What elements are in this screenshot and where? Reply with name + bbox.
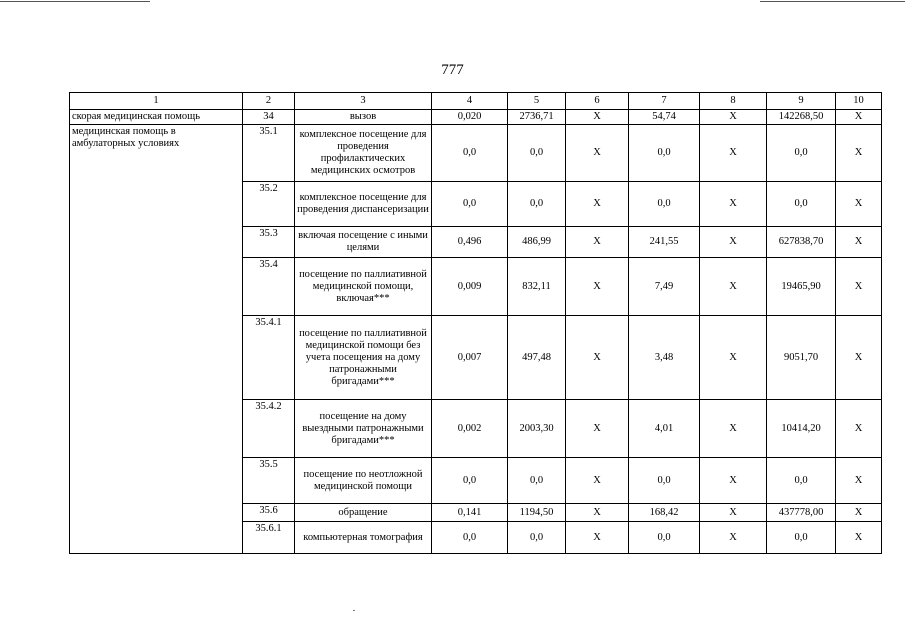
value-cell-7: 4,01	[629, 400, 700, 458]
value-cell-4: 0,020	[432, 110, 508, 125]
value-cell-4: 0,141	[432, 504, 508, 522]
value-cell-10: X	[836, 458, 882, 504]
unit-cell: комплексное посещение для проведения диспансеризации	[295, 182, 432, 227]
unit-cell: включая посещение с иными целями	[295, 227, 432, 258]
value-cell-6: X	[566, 316, 629, 400]
header-cell: 8	[700, 93, 767, 110]
value-cell-9: 0,0	[767, 522, 836, 554]
page-number: 777	[441, 62, 464, 78]
value-cell-4: 0,0	[432, 182, 508, 227]
value-cell-8: X	[700, 227, 767, 258]
scan-edge-line-left	[0, 1, 150, 2]
value-cell-4: 0,0	[432, 458, 508, 504]
value-cell-8: X	[700, 182, 767, 227]
header-cell: 9	[767, 93, 836, 110]
value-cell-4: 0,009	[432, 258, 508, 316]
value-cell-5: 486,99	[508, 227, 566, 258]
value-cell-9: 627838,70	[767, 227, 836, 258]
table-row	[70, 110, 882, 125]
value-cell-10: X	[836, 400, 882, 458]
header-cell: 10	[836, 93, 882, 110]
value-cell-4: 0,007	[432, 316, 508, 400]
value-cell-5: 2736,71	[508, 110, 566, 125]
value-cell-4: 0,0	[432, 522, 508, 554]
value-cell-9: 0,0	[767, 182, 836, 227]
header-cell: 5	[508, 93, 566, 110]
value-cell-7: 54,74	[629, 110, 700, 125]
value-cell-10: X	[836, 522, 882, 554]
value-cell-8: X	[700, 504, 767, 522]
value-cell-7: 241,55	[629, 227, 700, 258]
value-cell-5: 1194,50	[508, 504, 566, 522]
row-code-cell: 35.4	[243, 258, 295, 316]
header-cell: 1	[70, 93, 243, 110]
row-code-cell: 34	[243, 110, 295, 125]
value-cell-9: 10414,20	[767, 400, 836, 458]
header-cell: 4	[432, 93, 508, 110]
value-cell-8: X	[700, 400, 767, 458]
value-cell-5: 497,48	[508, 316, 566, 400]
value-cell-5: 0,0	[508, 458, 566, 504]
value-cell-8: X	[700, 125, 767, 182]
value-cell-4: 0,0	[432, 125, 508, 182]
scan-speck	[353, 610, 355, 611]
row-code-cell: 35.2	[243, 182, 295, 227]
value-cell-7: 0,0	[629, 458, 700, 504]
value-cell-8: X	[700, 110, 767, 125]
value-cell-10: X	[836, 110, 882, 125]
value-cell-9: 437778,00	[767, 504, 836, 522]
value-cell-6: X	[566, 227, 629, 258]
value-cell-9: 19465,90	[767, 258, 836, 316]
value-cell-10: X	[836, 258, 882, 316]
value-cell-6: X	[566, 125, 629, 182]
value-cell-7: 0,0	[629, 125, 700, 182]
value-cell-7: 168,42	[629, 504, 700, 522]
row-code-cell: 35.6.1	[243, 522, 295, 554]
value-cell-8: X	[700, 258, 767, 316]
table-row	[70, 125, 882, 182]
value-cell-6: X	[566, 504, 629, 522]
unit-cell: обращение	[295, 504, 432, 522]
care-type-cell: медицинская помощь в амбулаторных условиях	[70, 125, 243, 554]
unit-cell: посещение по неотложной медицинской помощи	[295, 458, 432, 504]
header-cell: 7	[629, 93, 700, 110]
value-cell-6: X	[566, 258, 629, 316]
unit-cell: вызов	[295, 110, 432, 125]
value-cell-6: X	[566, 522, 629, 554]
row-code-cell: 35.1	[243, 125, 295, 182]
unit-cell: посещение по паллиативной медицинской помощи без учета посещения на дому патронажными бригадами***	[295, 316, 432, 400]
value-cell-6: X	[566, 400, 629, 458]
value-cell-7: 0,0	[629, 522, 700, 554]
value-cell-5: 0,0	[508, 182, 566, 227]
row-code-cell: 35.6	[243, 504, 295, 522]
scan-edge-line-right	[760, 1, 905, 2]
value-cell-10: X	[836, 182, 882, 227]
value-cell-8: X	[700, 316, 767, 400]
header-cell: 3	[295, 93, 432, 110]
value-cell-9: 142268,50	[767, 110, 836, 125]
value-cell-8: X	[700, 522, 767, 554]
value-cell-10: X	[836, 316, 882, 400]
header-cell: 2	[243, 93, 295, 110]
value-cell-9: 9051,70	[767, 316, 836, 400]
value-cell-6: X	[566, 110, 629, 125]
row-code-cell: 35.4.1	[243, 316, 295, 400]
value-cell-8: X	[700, 458, 767, 504]
value-cell-4: 0,002	[432, 400, 508, 458]
value-cell-6: X	[566, 458, 629, 504]
value-cell-5: 2003,30	[508, 400, 566, 458]
unit-cell: посещение на дому выездными патронажными бригадами***	[295, 400, 432, 458]
tariff-table	[69, 92, 882, 554]
value-cell-10: X	[836, 504, 882, 522]
value-cell-4: 0,496	[432, 227, 508, 258]
value-cell-7: 0,0	[629, 182, 700, 227]
value-cell-5: 0,0	[508, 125, 566, 182]
value-cell-6: X	[566, 182, 629, 227]
row-code-cell: 35.3	[243, 227, 295, 258]
value-cell-10: X	[836, 125, 882, 182]
unit-cell: посещение по паллиативной медицинской помощи, включая***	[295, 258, 432, 316]
value-cell-9: 0,0	[767, 125, 836, 182]
value-cell-7: 7,49	[629, 258, 700, 316]
header-cell: 6	[566, 93, 629, 110]
unit-cell: компьютерная томография	[295, 522, 432, 554]
unit-cell: комплексное посещение для проведения профилактических медицинских осмотров	[295, 125, 432, 182]
value-cell-5: 0,0	[508, 522, 566, 554]
value-cell-10: X	[836, 227, 882, 258]
row-code-cell: 35.5	[243, 458, 295, 504]
table-header-row	[70, 93, 882, 110]
care-type-cell: скорая медицинская помощь	[70, 110, 243, 125]
row-code-cell: 35.4.2	[243, 400, 295, 458]
value-cell-7: 3,48	[629, 316, 700, 400]
value-cell-5: 832,11	[508, 258, 566, 316]
value-cell-9: 0,0	[767, 458, 836, 504]
